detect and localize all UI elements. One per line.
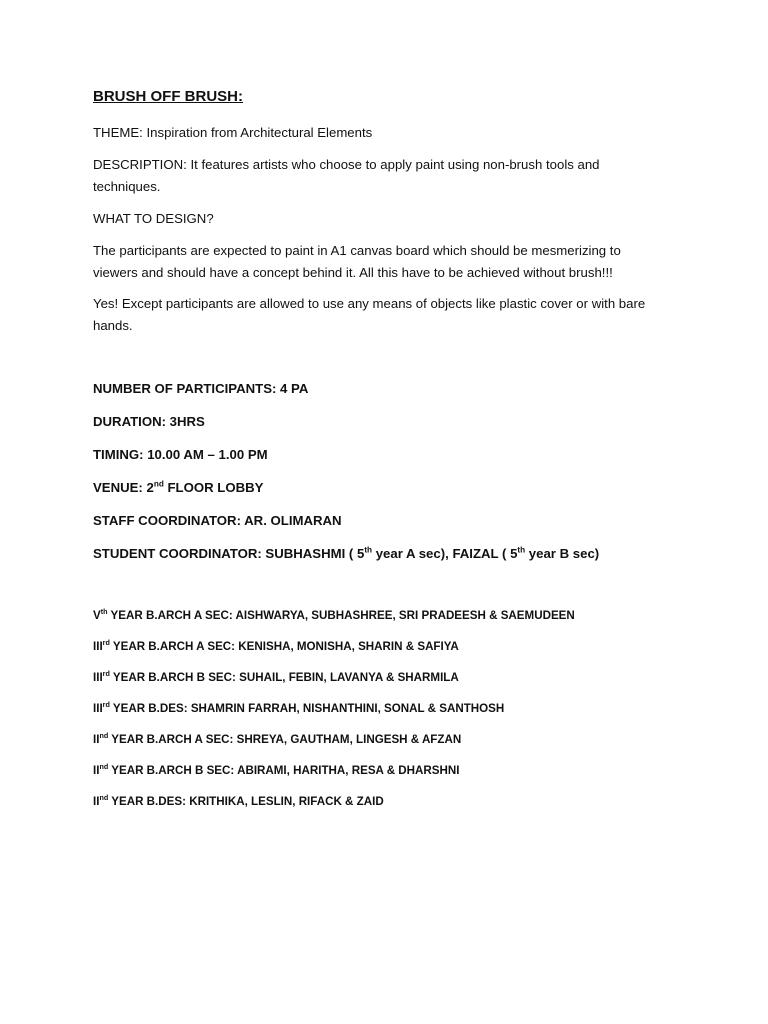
team-list-item (93, 640, 459, 653)
student-prefix: STUDENT COORDINATOR: SUBHASHMI ( 5 (93, 546, 365, 561)
team-year-ordinal: th (100, 607, 108, 617)
team-year-ordinal: rd (102, 669, 110, 679)
team-list-item (93, 795, 384, 808)
team-list-item (93, 609, 575, 622)
what-to-design-heading: WHAT TO DESIGN? (93, 211, 214, 226)
team-year-numeral: V (93, 609, 101, 622)
team-year-numeral: III (93, 671, 103, 684)
design-paragraph: The participants are expected to paint in A1 canvas board which should be mesmerizing to viewers and should have a concept behind it. All this have to be achieved without brush!!! (93, 243, 621, 280)
team-year-numeral: III (93, 702, 103, 715)
team-details: YEAR B.ARCH A SEC: AISHWARYA, SUBHASHREE, SRI PRADEESH & SAEMUDEEN (107, 609, 575, 622)
team-year-ordinal: nd (99, 793, 109, 803)
description-paragraph: DESCRIPTION: It features artists who choose to apply paint using non-brush tools and techniques. (93, 157, 600, 194)
timing-line: TIMING: 10.00 AM – 1.00 PM (93, 447, 268, 462)
participants-line: NUMBER OF PARTICIPANTS: 4 PA (93, 381, 309, 396)
document-title: BRUSH OFF BRUSH: (93, 88, 243, 105)
student-suffix: year B sec) (525, 546, 600, 561)
student-ordinal-2: th (517, 545, 526, 555)
exception-paragraph: Yes! Except participants are allowed to use any means of objects like plastic cover or with bare hands. (93, 296, 646, 333)
team-details: YEAR B.DES: SHAMRIN FARRAH, NISHANTHINI, SONAL & SANTHOSH (109, 702, 505, 715)
team-year-ordinal: rd (102, 638, 110, 648)
team-year-numeral: II (93, 733, 100, 746)
team-list-item (93, 764, 460, 777)
team-list-item (93, 702, 504, 715)
team-details: YEAR B.ARCH B SEC: ABIRAMI, HARITHA, RESA & DHARSHNI (108, 764, 460, 777)
venue-prefix: VENUE: 2 (93, 480, 154, 495)
team-year-numeral: III (93, 640, 103, 653)
venue-line (93, 480, 263, 495)
team-year-ordinal: nd (99, 731, 109, 741)
student-coordinator-line (93, 546, 599, 561)
team-year-numeral: II (93, 764, 100, 777)
venue-ordinal: nd (153, 479, 164, 489)
team-list-item (93, 733, 461, 746)
venue-suffix: FLOOR LOBBY (163, 480, 264, 495)
student-mid: year A sec), FAIZAL ( 5 (372, 546, 518, 561)
team-details: YEAR B.ARCH A SEC: KENISHA, MONISHA, SHARIN & SAFIYA (109, 640, 459, 653)
team-details: YEAR B.ARCH B SEC: SUHAIL, FEBIN, LAVANYA & SHARMILA (109, 671, 459, 684)
team-details: YEAR B.DES: KRITHIKA, LESLIN, RIFACK & ZAID (108, 795, 384, 808)
theme-line: THEME: Inspiration from Architectural Elements (93, 125, 373, 140)
team-year-ordinal: rd (102, 700, 110, 710)
team-year-numeral: II (93, 795, 100, 808)
duration-line: DURATION: 3HRS (93, 414, 205, 429)
staff-coordinator-line: STAFF COORDINATOR: AR. OLIMARAN (93, 513, 342, 528)
team-details: YEAR B.ARCH A SEC: SHREYA, GAUTHAM, LINGESH & AFZAN (108, 733, 462, 746)
team-year-ordinal: nd (99, 762, 109, 772)
student-ordinal-1: th (364, 545, 373, 555)
team-list-item (93, 671, 459, 684)
